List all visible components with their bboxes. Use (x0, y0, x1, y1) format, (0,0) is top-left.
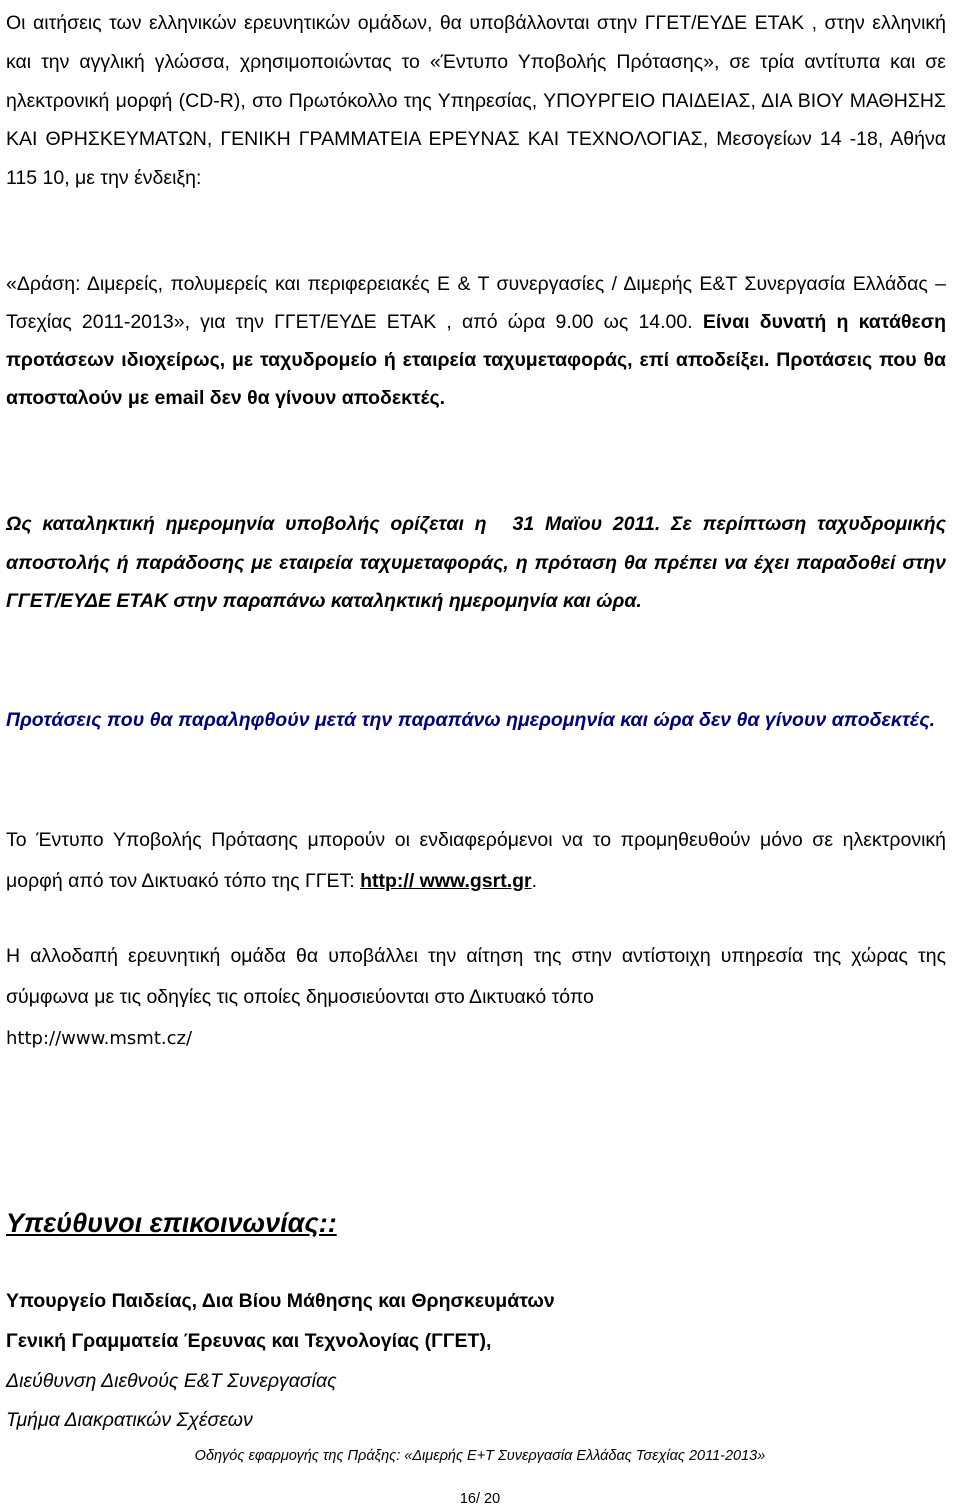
late-text: Προτάσεις που θα παραληφθούν μετά την παραπάνω ημερομηνία και ώρα δεν θα γίνουν αποδεκτές. (6, 709, 935, 731)
form-text: Το Έντυπο Υποβολής Πρότασης μπορούν οι ενδιαφερόμενοι να το προμηθευθούν μόνο σε ηλεκτρονική μορφή από τον Δικτυακό τόπο της ΓΓΕΤ: (6, 829, 946, 892)
form-after: . (531, 870, 538, 892)
foreign-text: Η αλλοδαπή ερευνητική ομάδα θα υποβάλλει την αίτηση της στην αντίστοιχη υπηρεσία της χώρας της σύμφωνα με τις οδηγίες τις οποίες δημοσιεύονται στο Δικτυακό τόπο (6, 945, 946, 1008)
deadline-rest: Σε περίπτωση ταχυδρομικής αποστολής ή παράδοσης με εταιρεία ταχυμεταφοράς, η πρόταση θα πρέπει να έχει παραδοθεί στην ΓΓΕΤ/ΕΥΔΕ ΕΤΑΚ στην παραπάνω καταληκτική ημερομηνία και ώρα. (6, 513, 946, 612)
action-text: «Δράση: Διμερείς, πολυμερείς και περιφερειακές Ε & Τ συνεργασίες / Διμερής Ε&Τ Συνεργασία Ελλάδας – Τσεχίας 2011-2013», για την ΓΓΕΤ/ΕΥΔΕ ΕΤΑΚ , από ώρα 9.00 ως 14.00. (6, 273, 946, 333)
contact-secretariat: Γενική Γραμματεία Έρευνας και Τεχνολογίας (ΓΓΕΤ), (6, 1330, 492, 1352)
deadline-lead: Ως καταληκτική ημερομηνία υποβολής ορίζεται η (6, 513, 487, 535)
paragraph-foreign-team (6, 936, 946, 1059)
paragraph-late-submissions (6, 700, 946, 740)
page-footer: Οδηγός εφαρμογής της Πράξης: «Διμερής Ε+Τ Συνεργασία Ελλάδας Τσεχίας 2011-2013» (194, 1448, 766, 1464)
paragraph-deadline (6, 505, 946, 621)
msmt-link[interactable]: http://www.msmt.cz/ (6, 1028, 193, 1049)
contacts-heading: Υπεύθυνοι επικοινωνίας:: (6, 1208, 337, 1238)
paragraph-action (6, 265, 946, 417)
action-bold-text: Είναι δυνατή η κατάθεση προτάσεων ιδιοχείρως, με ταχυδρομείο ή εταιρεία ταχυμεταφοράς, επί αποδείξει. Προτάσεις που θα αποσταλούν με email δεν θα γίνουν αποδεκτές. (6, 311, 946, 409)
deadline-date: 31 Μαϊου 2011. (512, 513, 661, 535)
paragraph-submission (6, 4, 946, 198)
contact-directorate: Διεύθυνση Διεθνούς Ε&Τ Συνεργασίας (6, 1370, 337, 1392)
submission-text: Οι αιτήσεις των ελληνικών ερευνητικών ομάδων, θα υποβάλλονται στην ΓΓΕΤ/ΕΥΔΕ ΕΤΑΚ , στην ελληνική και την αγγλική γλώσσα, χρησιμοποιώντας το «Έντυπο Υποβολής Πρότασης», σε τρία αντίτυπα και σε ηλεκτρονική μορφή (CD-R), στο Πρωτόκολλο της Υπηρεσίας, ΥΠΟΥΡΓΕΙΟ ΠΑΙΔΕΙΑΣ, ΔΙΑ ΒΙΟΥ ΜΑΘΗΣΗΣ ΚΑΙ ΘΡΗΣΚΕΥΜΑΤΩΝ, ΓΕΝΙΚΗ ΓΡΑΜΜΑΤΕΙΑ ΕΡΕΥΝΑΣ ΚΑΙ ΤΕΧΝΟΛΟΓΙΑΣ, Μεσογείων 14 -18, Αθήνα 115 10, με την ένδειξη: (6, 12, 946, 190)
paragraph-form (6, 820, 946, 902)
contact-department: Τμήμα Διακρατικών Σχέσεων (6, 1409, 253, 1431)
page-number: 16/ 20 (459, 1491, 501, 1507)
contact-ministry: Υπουργείο Παιδείας, Δια Βίου Μάθησης και Θρησκευμάτων (6, 1290, 555, 1312)
gsrt-link[interactable]: http:// www.gsrt.gr (360, 870, 532, 892)
